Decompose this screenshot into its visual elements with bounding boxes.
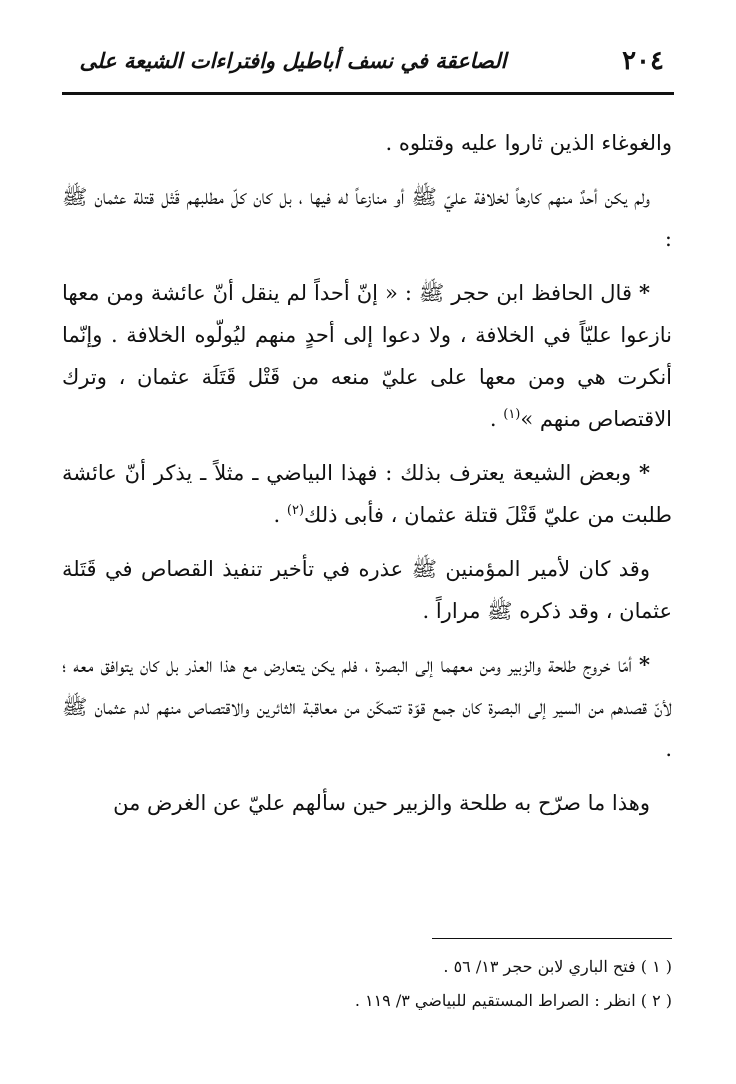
paragraph: * أمّا خروج طلحة والزبير ومن معهما إلى البصرة ، فلم يكن يتعارض مع هذا العذر بل كان يتوافق معه ؛ لأنّ قصدهم من السير إلى البصرة كان جمع قوّة تتمكّن من معاقبة الثائرين والاقتصاص منهم لدم عثمان ﷺ . <box>62 652 672 761</box>
header-rule <box>62 92 674 95</box>
paragraph: * وبعض الشيعة يعترف بذلك : فهذا البياضي ـ مثلاً ـ يذكر أنّ عائشة طلبت من عليّ قَتْلَ قتلة عثمان ، فأبى ذلك$^{(٢)}$ . <box>62 460 672 527</box>
footnote-ref: (١) <box>503 407 521 422</box>
star-marker: * <box>639 652 650 677</box>
footnote: ( ١ ) فتح الباري لابن حجر ١٣/ ٥٦ . <box>443 957 672 976</box>
star-marker: * <box>639 460 650 485</box>
star-marker: * <box>639 280 650 305</box>
paragraph: وقد كان لأمير المؤمنين ﷺ عذره في تأخير تنفيذ القصاص في قَتَلة عثمان ، وقد ذكره ﷺ مراراً . <box>62 557 672 623</box>
paragraph: والغوغاء الذين ثاروا عليه وقتلوه . <box>385 131 672 155</box>
page-number: ٢٠٤ <box>622 46 664 76</box>
paragraph: ولم يكن أحدٌ منهم كارهاً لخلافة عليّ ﷺ أو منازعاً له فيها ، بل كان كلّ مطلبهم قَتْل قتلة عثمان ﷺ : <box>62 185 672 251</box>
running-title: الصاعقة في نسف أباطيل وافتراءات الشيعة على <box>79 48 507 73</box>
page-header <box>62 40 674 84</box>
paragraph: وهذا ما صرّح به طلحة والزبير حين سألهم عليّ عن الغرض من <box>113 791 650 815</box>
footnote-ref: (٢) <box>286 503 305 518</box>
paragraph: * قال الحافظ ابن حجر ﷺ : « إنّ أحداً لم ينقل أنّ عائشة ومن معها نازعوا عليّاً في الخلافة ، ولا دعوا إلى أحدٍ منهم ليُولّوه الخلافة . وإنّما أنكرت هي ومن معها على عليّ منعه من قَتْل قَتَلَة عثمان ، وترك الاقتصاص منهم »$^{(١)}$ . <box>62 280 672 431</box>
footnote: ( ٢ ) انظر : الصراط المستقيم للبياضي ٣/ ١١٩ . <box>354 991 672 1010</box>
main-text <box>62 122 672 836</box>
footnotes <box>62 950 672 1018</box>
footnote-rule <box>432 938 672 939</box>
